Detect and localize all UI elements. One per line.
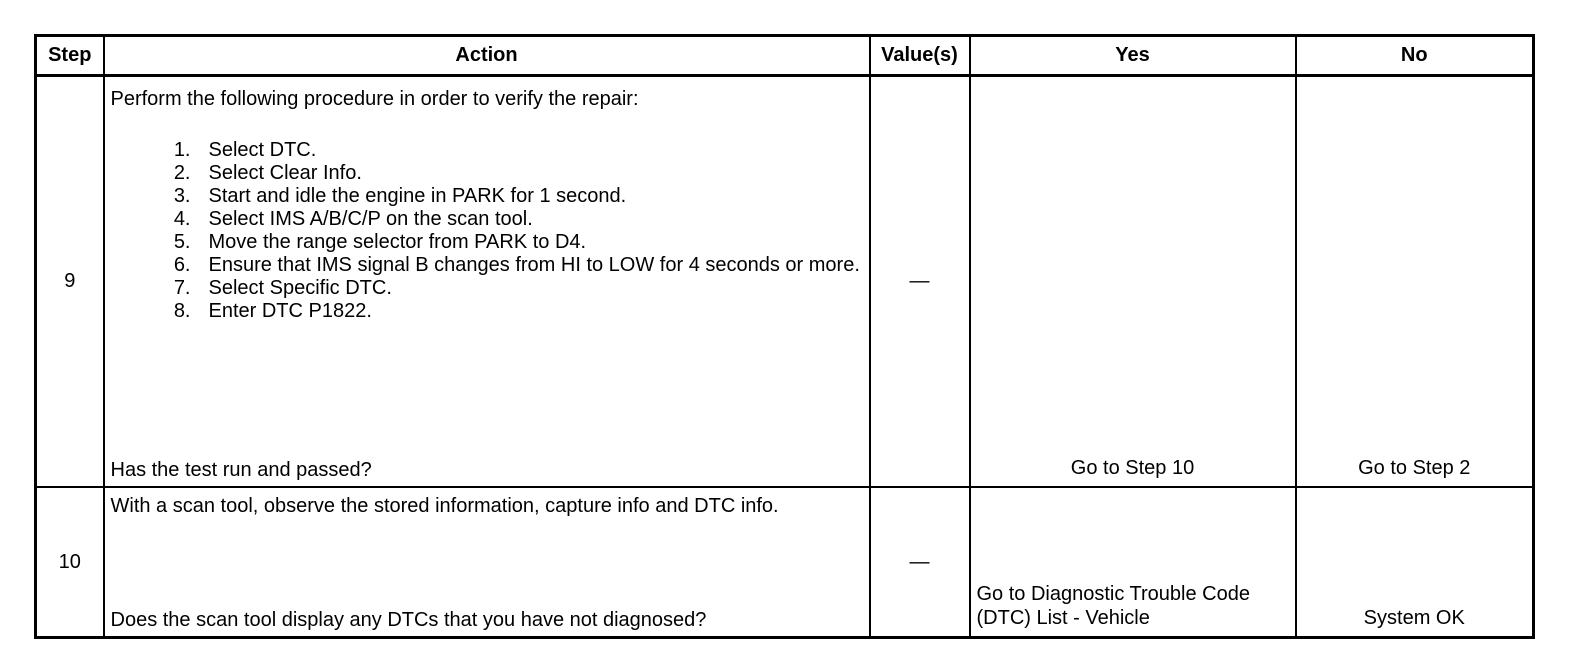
procedure-step <box>131 208 863 231</box>
action-intro: Perform the following procedure in order to verify the repair: <box>110 88 639 110</box>
action-cell <box>104 487 870 638</box>
action-question: Does the scan tool display any DTCs that you have not diagnosed? <box>110 609 707 631</box>
procedure-step-text: Select IMS A/B/C/P on the scan tool. <box>208 208 533 230</box>
no-cell: Go to Step 2 <box>1296 76 1534 488</box>
procedure-step-text: Select Clear Info. <box>208 162 362 184</box>
procedure-step-number: 1. <box>173 139 191 161</box>
action-question: Has the test run and passed? <box>110 459 372 481</box>
procedure-step-text: Select DTC. <box>208 139 317 161</box>
procedure-list <box>111 139 863 323</box>
procedure-step <box>131 300 863 323</box>
header-step: Step <box>36 36 104 76</box>
procedure-step-text: Enter DTC P1822. <box>208 300 372 322</box>
procedure-step-text: Start and idle the engine in PARK for 1 second. <box>208 185 627 207</box>
procedure-step <box>131 277 863 300</box>
value-cell: — <box>870 76 970 488</box>
procedure-step-number: 6. <box>173 254 191 276</box>
procedure-step-text: Select Specific DTC. <box>208 277 392 299</box>
procedure-step <box>131 139 863 162</box>
header-values: Value(s) <box>870 36 970 76</box>
yes-cell: Go to Diagnostic Trouble Code (DTC) List - Vehicle <box>970 487 1296 638</box>
diagnostic-table <box>34 34 1535 639</box>
table-row <box>36 487 1534 638</box>
step-number: 9 <box>36 76 104 488</box>
procedure-step-number: 2. <box>173 162 191 184</box>
procedure-step <box>131 231 863 254</box>
header-yes: Yes <box>970 36 1296 76</box>
procedure-step <box>131 185 863 208</box>
procedure-step-number: 5. <box>173 231 191 253</box>
procedure-step-number: 8. <box>173 300 191 322</box>
procedure-step-text: Move the range selector from PARK to D4. <box>208 231 587 253</box>
action-intro: With a scan tool, observe the stored information, capture info and DTC info. <box>110 495 779 517</box>
procedure-step-number: 4. <box>173 208 191 230</box>
value-cell: — <box>870 487 970 638</box>
procedure-step <box>131 162 863 185</box>
procedure-step-text: Ensure that IMS signal B changes from HI to LOW for 4 seconds or more. <box>208 254 860 276</box>
procedure-step-number: 3. <box>173 185 191 207</box>
yes-cell: Go to Step 10 <box>970 76 1296 488</box>
header-no: No <box>1296 36 1534 76</box>
table-row <box>36 76 1534 488</box>
procedure-step-number: 7. <box>173 277 191 299</box>
no-cell: System OK <box>1296 487 1534 638</box>
header-action: Action <box>104 36 870 76</box>
step-number: 10 <box>36 487 104 638</box>
header-row <box>36 36 1534 76</box>
procedure-step <box>131 254 863 277</box>
action-cell <box>104 76 870 488</box>
